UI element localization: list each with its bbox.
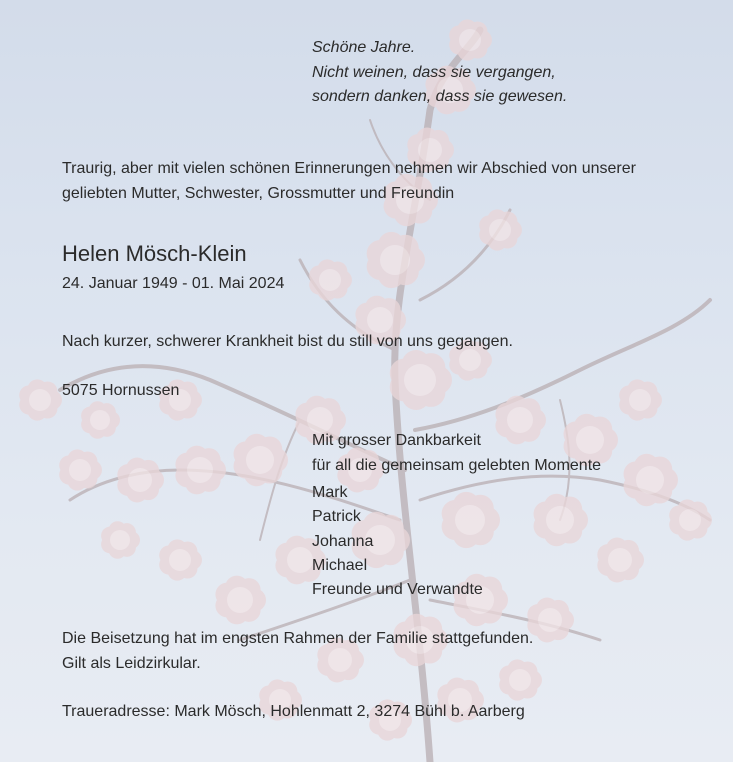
illness-text: Nach kurzer, schwerer Krankheit bist du still von uns gegangen.: [62, 333, 513, 350]
mourner-name: Patrick: [312, 508, 361, 526]
motto-line: sondern danken, dass sie gewesen.: [312, 88, 568, 105]
motto-line: Schöne Jahre.: [312, 39, 416, 56]
intro-text: [62, 157, 636, 206]
mourners-list: [312, 481, 483, 602]
funeral-line: Gilt als Leidzirkular.: [62, 655, 201, 672]
mourner-name: Mark: [312, 484, 348, 501]
mourner-name: Freunde und Verwandte: [312, 581, 483, 599]
funeral-line: Die Beisetzung hat im engsten Rahmen der Familie stattgefunden.: [62, 630, 534, 647]
mourning-address: Traueradresse: Mark Mösch, Hohlenmatt 2, 3274 Bühl b. Aarberg: [62, 703, 525, 720]
motto-line: Nicht weinen, dass sie vergangen,: [312, 63, 556, 81]
mourner-name: Michael: [312, 556, 368, 574]
gratitude-text: [312, 428, 601, 478]
motto-verse: [312, 36, 567, 110]
gratitude-line: Mit grosser Dankbarkeit: [312, 432, 481, 449]
funeral-note: [62, 626, 533, 676]
place-of-residence: 5075 Hornussen: [62, 382, 180, 399]
intro-line: Traurig, aber mit vielen schönen Erinnerungen nehmen wir Abschied von unserer: [62, 160, 636, 177]
mourner-name: Johanna: [312, 532, 374, 550]
intro-line: geliebten Mutter, Schwester, Grossmutter und Freundin: [62, 184, 455, 202]
deceased-name: Helen Mösch-Klein: [62, 241, 247, 266]
gratitude-line: für all die gemeinsam gelebten Momente: [312, 457, 602, 474]
life-dates: 24. Januar 1949 - 01. Mai 2024: [62, 275, 285, 292]
